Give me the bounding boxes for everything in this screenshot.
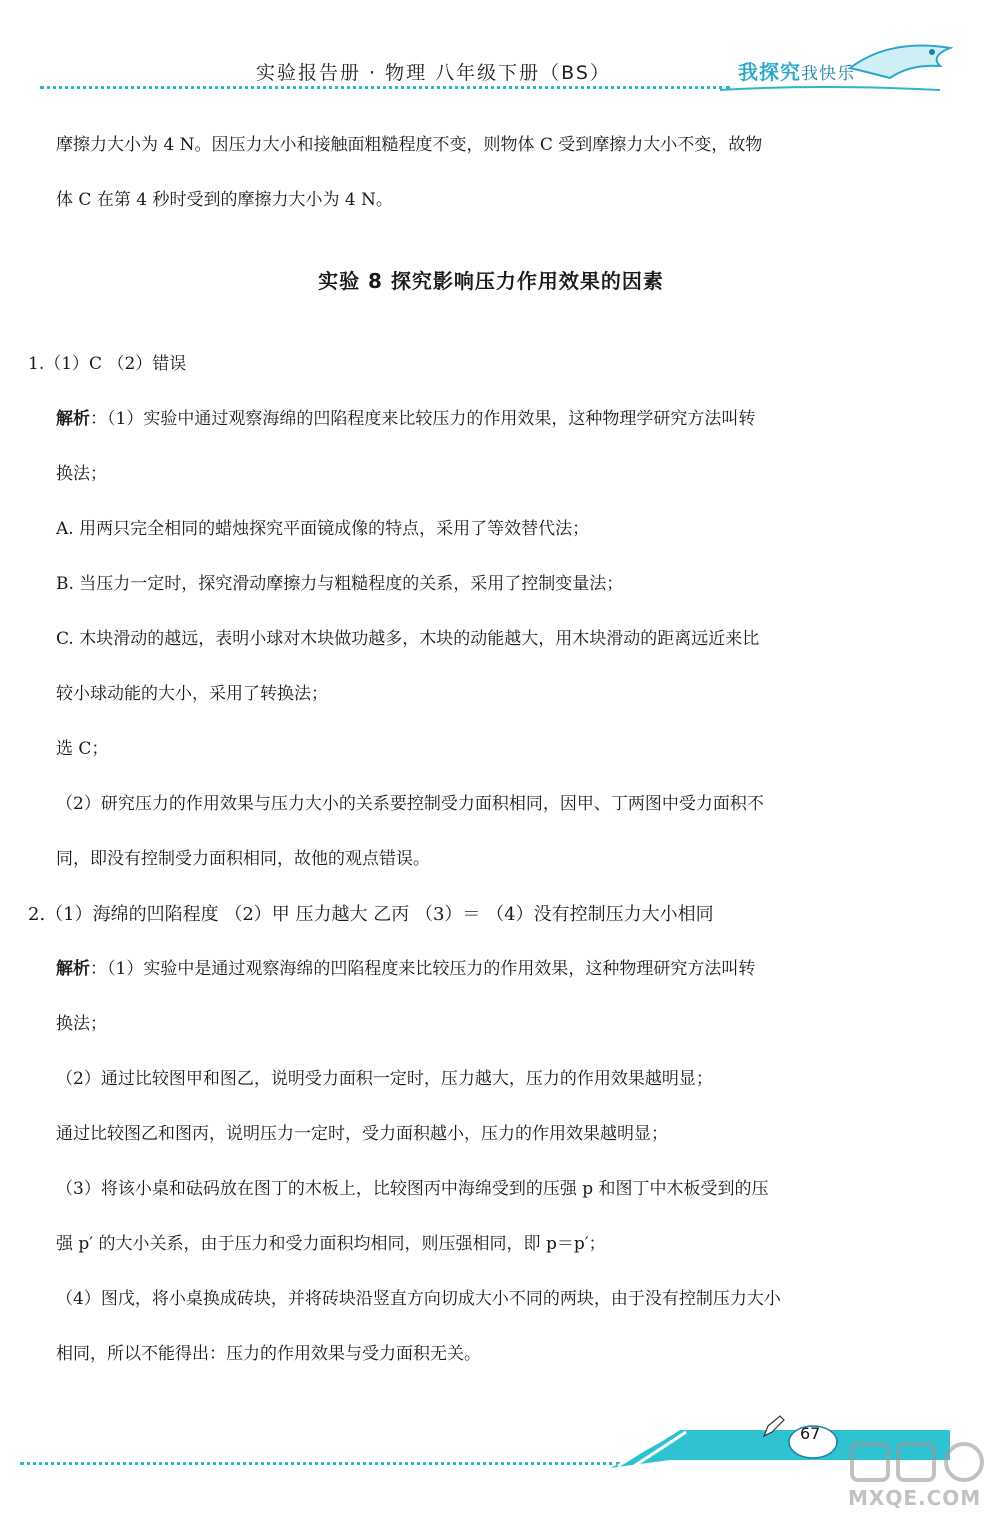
brand-text: 我探究我快乐	[738, 60, 855, 84]
q2-analysis-line: （4）图戊，将小桌换成砖块，并将砖块沿竖直方向切成大小不同的两块，由于没有控制压力大小	[56, 1289, 781, 1309]
book-title: 实验报告册 · 物理 八年级下册（BS）	[256, 62, 611, 84]
page-header	[40, 0, 960, 100]
header-dotted-rule	[40, 86, 730, 89]
page-number: 67	[800, 1424, 821, 1443]
intro-line: 体 C 在第 4 秒时受到的摩擦力大小为 4 N。	[56, 190, 393, 210]
q2-analysis-line: （2）通过比较图甲和图乙，说明受力面积一定时，压力越大，压力的作用效果越明显；	[56, 1069, 713, 1089]
q2-answer: 2.（1）海绵的凹陷程度 （2）甲 压力越大 乙丙 （3）＝ （4）没有控制压力大小相同	[28, 904, 714, 925]
q1-analysis-line: （2）研究压力的作用效果与压力大小的关系要控制受力面积相同，因甲、丁两图中受力面积不	[56, 794, 764, 814]
analysis-label: 解析	[56, 959, 90, 979]
q1-analysis-line: B. 当压力一定时，探究滑动摩擦力与粗糙程度的关系，采用了控制变量法；	[56, 574, 624, 594]
section-title: 实验 8 探究影响压力作用效果的因素	[318, 269, 664, 293]
watermark	[848, 1438, 998, 1518]
watermark-logo-icon	[848, 1438, 998, 1486]
q1-analysis-line: 同，即没有控制受力面积相同，故他的观点错误。	[56, 849, 430, 869]
brand-logo	[700, 38, 970, 98]
q1-analysis-line: 较小球动能的大小，采用了转换法；	[56, 684, 328, 704]
q1-analysis-line: 换法；	[56, 464, 107, 484]
q2-analysis-line: 相同，所以不能得出：压力的作用效果与受力面积无关。	[56, 1344, 481, 1364]
intro-line: 摩擦力大小为 4 N。因压力大小和接触面粗糙程度不变，则物体 C 受到摩擦力大小不变，故物	[56, 135, 763, 155]
q2-analysis-line: 强 p′ 的大小关系，由于压力和受力面积均相同，则压强相同，即 p＝p′；	[56, 1234, 606, 1254]
q1-analysis-line: C. 木块滑动的越远，表明小球对木块做功越多，木块的动能越大，用木块滑动的距离远近来比	[56, 629, 760, 649]
q2-analysis-line: 换法；	[56, 1014, 107, 1034]
q1-analysis-line: A. 用两只完全相同的蜡烛探究平面镜成像的特点，采用了等效替代法；	[56, 519, 590, 539]
page-content	[28, 118, 926, 1382]
q1-analysis-line: 选 C；	[56, 739, 109, 759]
footer-dotted-rule	[20, 1462, 620, 1465]
q2-analysis-line: （3）将该小桌和砝码放在图丁的木板上，比较图丙中海绵受到的压强 p 和图丁中木板受到的压	[56, 1179, 769, 1199]
q1-answer: 1.（1）C （2）错误	[28, 354, 187, 374]
q2-analysis-line: 通过比较图乙和图丙，说明压力一定时，受力面积越小，压力的作用效果越明显；	[56, 1124, 668, 1144]
watermark-text: MXQE.COM	[848, 1486, 982, 1510]
pencil-icon	[760, 1414, 786, 1440]
q2-analysis-line: 解析：（1）实验中是通过观察海绵的凹陷程度来比较压力的作用效果，这种物理研究方法叫转	[56, 959, 756, 979]
q1-analysis-line: 解析：（1）实验中通过观察海绵的凹陷程度来比较压力的作用效果，这种物理学研究方法叫转	[56, 409, 756, 429]
analysis-label: 解析	[56, 409, 90, 429]
